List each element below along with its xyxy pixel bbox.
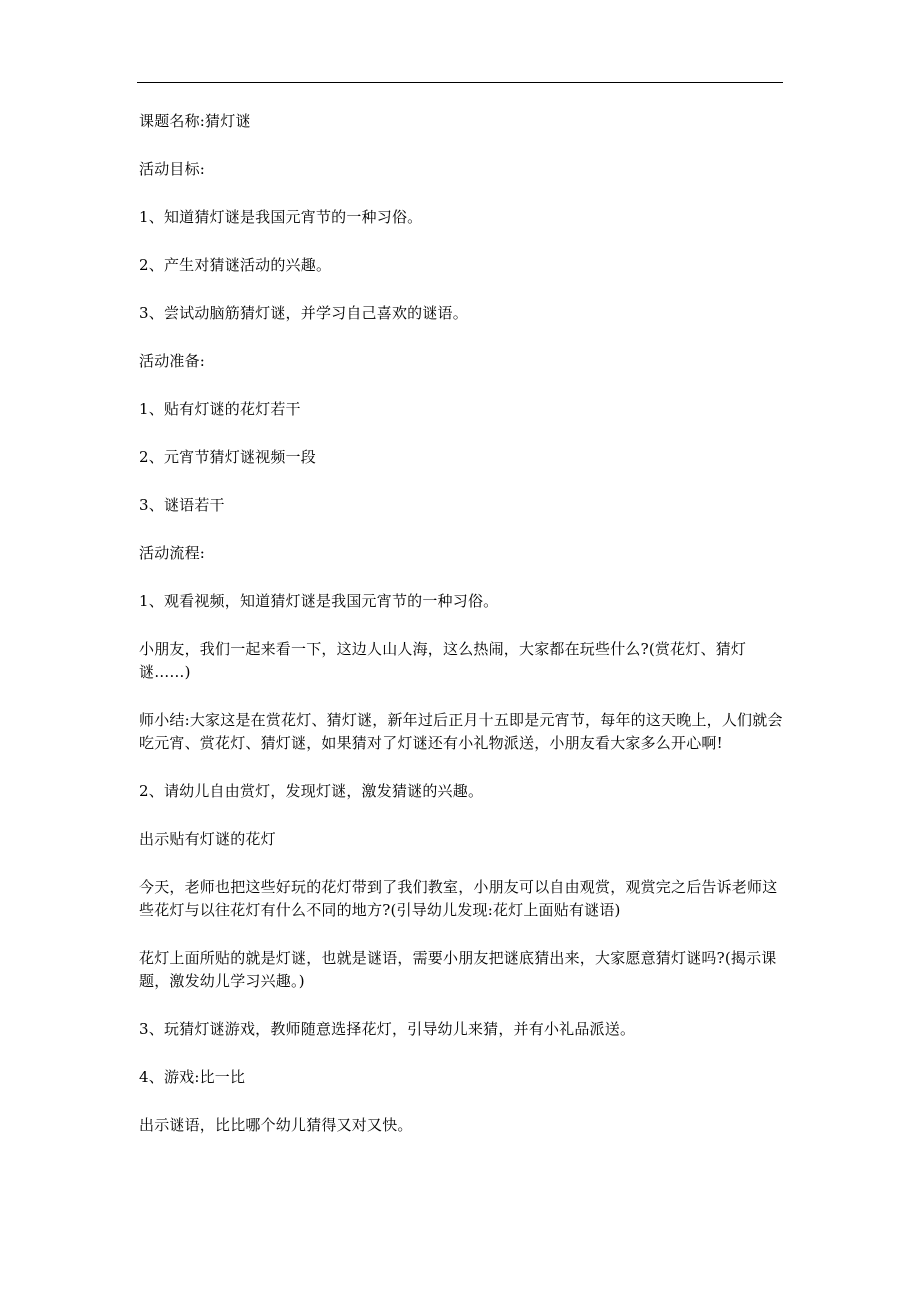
goal-item: 2、产生对猜谜活动的兴趣。 — [139, 256, 332, 274]
goal-item: 3、尝试动脑筋猜灯谜，并学习自己喜欢的谜语。 — [139, 304, 468, 322]
body-paragraph: 出示贴有灯谜的花灯 — [139, 830, 276, 848]
body-paragraph: 小朋友，我们一起来看一下，这边人山人海，这么热闹，大家都在玩些什么?(赏花灯、猜灯谜……) — [139, 640, 747, 681]
preparation-item: 1、贴有灯谜的花灯若干 — [139, 400, 301, 418]
body-paragraph: 今天，老师也把这些好玩的花灯带到了我们教室，小朋友可以自由观赏，观赏完之后告诉老师这些花灯与以往花灯有什么不同的地方?(引导幼儿发现:花灯上面贴有谜语) — [139, 878, 778, 919]
process-step: 4、游戏:比一比 — [139, 1068, 246, 1086]
body-paragraph: 师小结:大家这是在赏花灯、猜灯谜，新年过后正月十五即是元宵节，每年的这天晚上，人们就会吃元宵、赏花灯、猜灯谜，如果猜对了灯谜还有小礼物派送，小朋友看大家多么开心啊! — [139, 711, 783, 752]
preparation-item: 2、元宵节猜灯谜视频一段 — [139, 448, 316, 466]
preparation-item: 3、谜语若干 — [139, 496, 225, 514]
section-heading-preparation: 活动准备: — [139, 352, 206, 370]
process-step: 3、玩猜灯谜游戏，教师随意选择花灯，引导幼儿来猜，并有小礼品派送。 — [139, 1020, 636, 1038]
goal-item: 1、知道猜灯谜是我国元宵节的一种习俗。 — [139, 208, 423, 226]
section-heading-process: 活动流程: — [139, 544, 206, 562]
header-rule — [137, 82, 783, 83]
document-body — [139, 110, 783, 1162]
process-step: 1、观看视频，知道猜灯谜是我国元宵节的一种习俗。 — [139, 592, 499, 610]
process-step: 2、请幼儿自由赏灯，发现灯谜，激发猜谜的兴趣。 — [139, 782, 484, 800]
lesson-title: 课题名称:猜灯谜 — [139, 112, 251, 130]
body-paragraph: 出示谜语，比比哪个幼儿猜得又对又快。 — [139, 1116, 413, 1134]
body-paragraph: 花灯上面所贴的就是灯谜，也就是谜语，需要小朋友把谜底猜出来，大家愿意猜灯谜吗?(揭示课题，激发幼儿学习兴趣。) — [139, 949, 777, 990]
section-heading-goals: 活动目标: — [139, 160, 206, 178]
